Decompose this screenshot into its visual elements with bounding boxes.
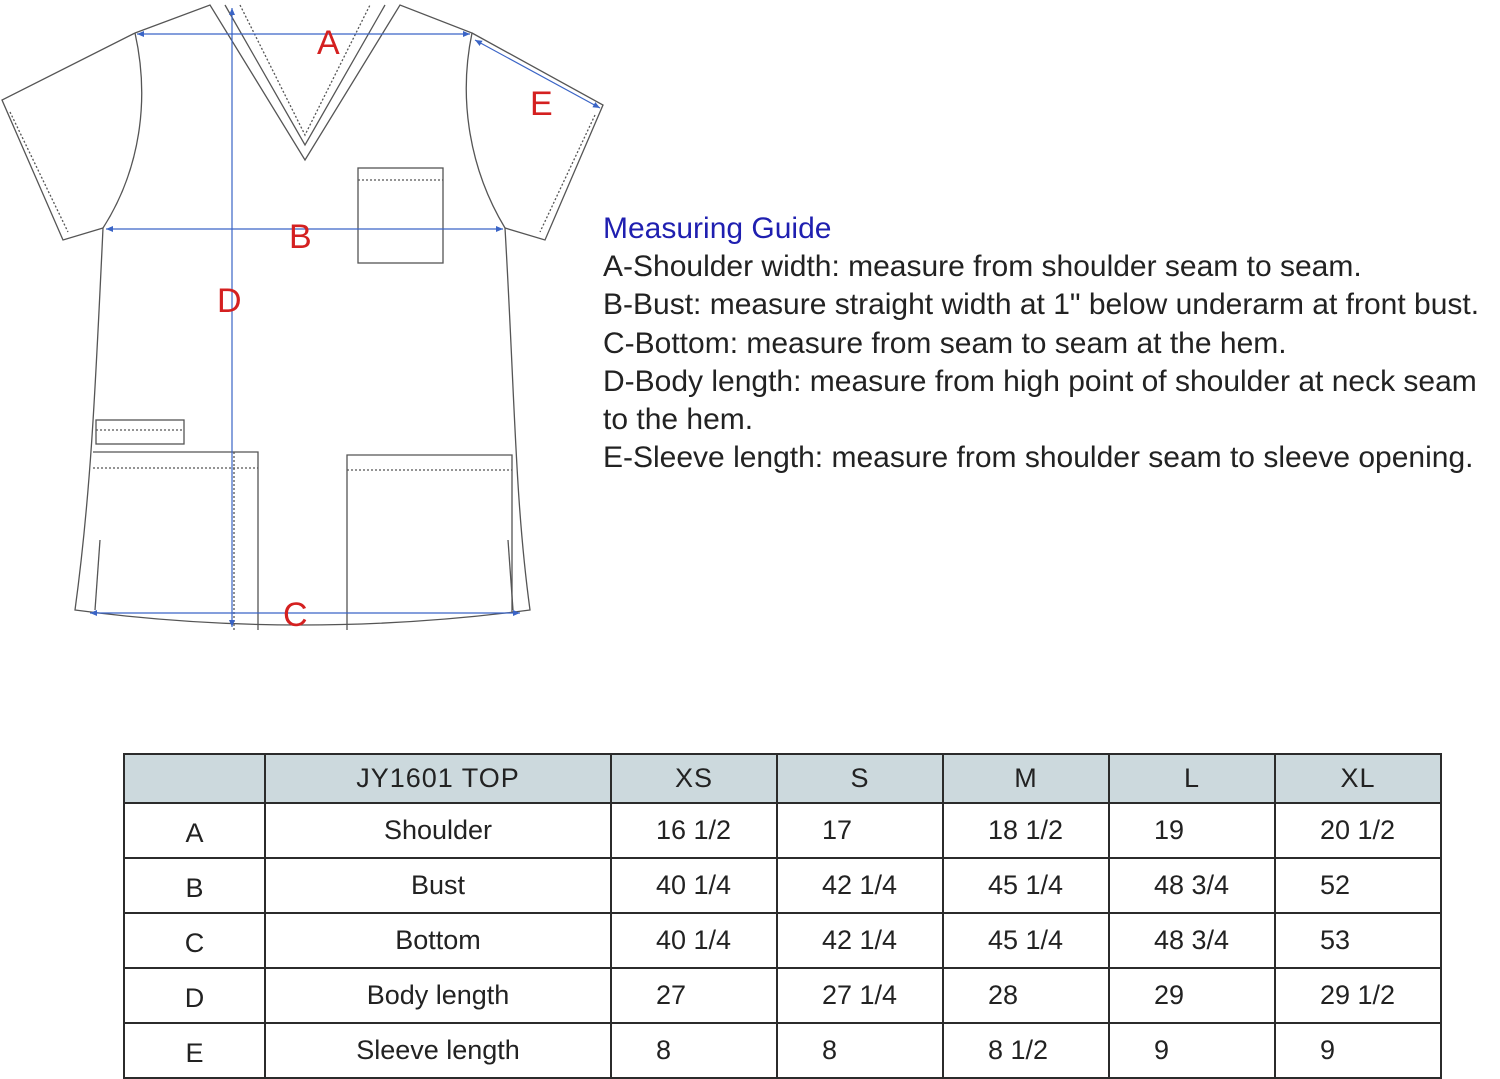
- value-m: 28: [943, 968, 1109, 1023]
- header-blank: [124, 754, 265, 803]
- table-row: [124, 858, 1441, 913]
- header-size-s: S: [777, 754, 943, 803]
- row-code: E: [124, 1023, 265, 1078]
- row-code: D: [124, 968, 265, 1023]
- table-row: [124, 968, 1441, 1023]
- label-c: C: [283, 596, 308, 634]
- value-xl: 29 1/2: [1275, 968, 1441, 1023]
- value-l: 48 3/4: [1109, 913, 1275, 968]
- scrub-top-diagram: [0, 0, 610, 640]
- header-product: JY1601 TOP: [265, 754, 611, 803]
- size-chart-table: [123, 753, 1442, 1079]
- value-xl: 9: [1275, 1023, 1441, 1078]
- value-l: 48 3/4: [1109, 858, 1275, 913]
- value-l: 19: [1109, 803, 1275, 858]
- table-row: [124, 913, 1441, 968]
- table-row: [124, 803, 1441, 858]
- row-measure: Shoulder: [265, 803, 611, 858]
- value-l: 9: [1109, 1023, 1275, 1078]
- row-code: C: [124, 913, 265, 968]
- value-m: 18 1/2: [943, 803, 1109, 858]
- table-header-row: [124, 754, 1441, 803]
- label-d: D: [217, 282, 242, 320]
- value-s: 42 1/4: [777, 858, 943, 913]
- row-measure: Sleeve length: [265, 1023, 611, 1078]
- header-size-m: M: [943, 754, 1109, 803]
- value-xl: 52: [1275, 858, 1441, 913]
- value-xs: 40 1/4: [611, 913, 777, 968]
- value-s: 42 1/4: [777, 913, 943, 968]
- value-s: 8: [777, 1023, 943, 1078]
- value-xl: 20 1/2: [1275, 803, 1441, 858]
- value-xs: 16 1/2: [611, 803, 777, 858]
- header-size-l: L: [1109, 754, 1275, 803]
- guide-line-bust: B-Bust: measure straight width at 1" below underarm at front bust.: [603, 288, 1480, 322]
- guide-title: Measuring Guide: [603, 212, 832, 245]
- value-s: 27 1/4: [777, 968, 943, 1023]
- row-measure: Body length: [265, 968, 611, 1023]
- guide-line-body-length: D-Body length: measure from high point of shoulder at neck seam to the hem.: [603, 364, 1477, 437]
- value-l: 29: [1109, 968, 1275, 1023]
- row-measure: Bottom: [265, 913, 611, 968]
- guide-line-bottom: C-Bottom: measure from seam to seam at the hem.: [603, 326, 1287, 360]
- value-s: 17: [777, 803, 943, 858]
- value-xs: 27: [611, 968, 777, 1023]
- label-a: A: [317, 24, 340, 62]
- value-xl: 53: [1275, 913, 1441, 968]
- guide-line-sleeve-length: E-Sleeve length: measure from shoulder seam to sleeve opening.: [603, 441, 1474, 475]
- guide-line-shoulder: A-Shoulder width: measure from shoulder seam to seam.: [603, 250, 1362, 284]
- label-e: E: [530, 85, 553, 123]
- value-m: 45 1/4: [943, 913, 1109, 968]
- measuring-guide: [603, 210, 1498, 477]
- header-size-xs: XS: [611, 754, 777, 803]
- row-code: A: [124, 803, 265, 858]
- garment-outline: [2, 5, 603, 630]
- value-xs: 40 1/4: [611, 858, 777, 913]
- value-m: 45 1/4: [943, 858, 1109, 913]
- value-m: 8 1/2: [943, 1023, 1109, 1078]
- row-measure: Bust: [265, 858, 611, 913]
- value-xs: 8: [611, 1023, 777, 1078]
- measurement-lines: [90, 8, 600, 627]
- measurement-labels: [217, 24, 553, 634]
- header-size-xl: XL: [1275, 754, 1441, 803]
- row-code: B: [124, 858, 265, 913]
- table-row: [124, 1023, 1441, 1078]
- label-b: B: [289, 218, 312, 256]
